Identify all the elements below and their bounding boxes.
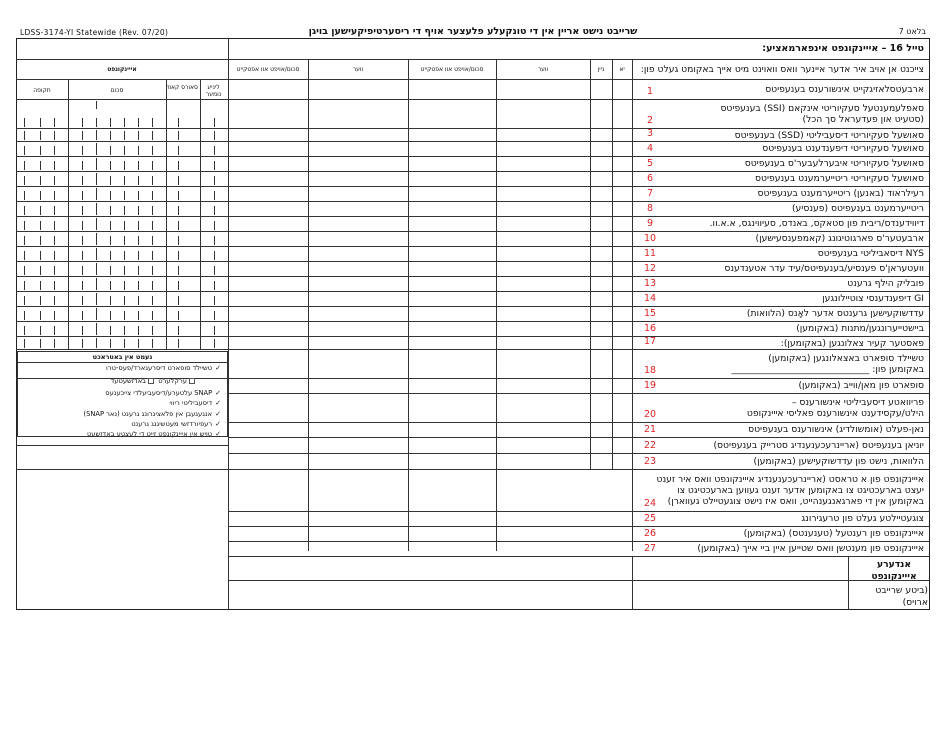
col-who-header: ווער: [537, 66, 549, 73]
amount-field[interactable]: [408, 216, 496, 231]
who-field[interactable]: [496, 469, 590, 511]
check-icon: ✓: [215, 389, 221, 397]
who2-field[interactable]: [308, 437, 408, 453]
no-cell[interactable]: [590, 186, 612, 201]
check-icon: ✓: [215, 430, 221, 438]
amount2-field[interactable]: [228, 141, 308, 156]
amount2-field[interactable]: [228, 261, 308, 276]
amount-field[interactable]: [408, 99, 496, 128]
no-cell[interactable]: [590, 128, 612, 141]
check-icon: ✓: [215, 364, 221, 372]
amount-field[interactable]: [408, 422, 496, 437]
row-label: (סטעיט און פעדעראל סך הכל): [802, 113, 924, 125]
no-cell[interactable]: [590, 336, 612, 349]
who-field[interactable]: [496, 378, 590, 393]
amount-field[interactable]: [408, 306, 496, 321]
amount-field[interactable]: [408, 321, 496, 336]
row-label: צוגעטיילטע געלט פון טרעגירונג: [801, 513, 924, 524]
row-label: סאושעל סעקיוריטי דיסעביליטי (SSD) בענעפיטס: [734, 130, 924, 141]
no-cell[interactable]: [590, 422, 612, 437]
row-number: 11: [643, 248, 657, 259]
no-cell[interactable]: [590, 393, 612, 422]
who2-field[interactable]: [308, 378, 408, 393]
amount2-field[interactable]: [228, 128, 308, 141]
amount-field[interactable]: [408, 128, 496, 141]
amount2-field[interactable]: [228, 336, 308, 349]
amount2-field[interactable]: [228, 422, 308, 437]
who2-field[interactable]: [308, 99, 408, 128]
no-cell[interactable]: [590, 79, 612, 99]
amount2-field[interactable]: [228, 453, 308, 469]
row-label: ביישטייערונגען/מתנות (באקומען): [796, 323, 924, 334]
who-field[interactable]: [496, 186, 590, 201]
amount2-field[interactable]: [228, 393, 308, 422]
yes-cell[interactable]: [612, 141, 632, 156]
amount2-field[interactable]: [228, 511, 308, 526]
who-field[interactable]: [496, 171, 590, 186]
row-label: אייינקונפט פון רענטעל (טענענטס) (באקומען): [743, 528, 924, 539]
yes-cell[interactable]: [612, 276, 632, 291]
amount2-field[interactable]: [228, 276, 308, 291]
row-number: 22: [643, 440, 657, 451]
yes-cell[interactable]: [612, 321, 632, 336]
no-cell[interactable]: [590, 349, 612, 378]
amount2-field[interactable]: [228, 306, 308, 321]
legend-item[interactable]: ✓טויש אין אייינקונפט זייט די לעצטע באדזשעט: [86, 430, 221, 438]
who-field[interactable]: [496, 261, 590, 276]
row-number: 26: [643, 528, 657, 539]
who2-field[interactable]: [308, 453, 408, 469]
intro-label: צייכנט אן אויב איר אדער איינער וואס וואוינט מיט אייך באקומט געלט פון:: [640, 64, 924, 75]
col-who2-header: ווער: [352, 66, 364, 73]
row-number: 27: [643, 543, 657, 554]
who2-field[interactable]: [308, 306, 408, 321]
row-label: וועטעראן'ס פענסיע/בענעפיטס/עיד עדר אטענדענס: [724, 263, 924, 274]
who-field[interactable]: [496, 453, 590, 469]
row-label: הילט/עקסידענט אינשורענס פאליסי אייינקופט: [746, 407, 924, 419]
who-field[interactable]: [496, 291, 590, 306]
no-cell[interactable]: [590, 469, 612, 511]
no-cell[interactable]: [590, 216, 612, 231]
check-icon: ✓: [215, 399, 221, 407]
who2-field[interactable]: [308, 171, 408, 186]
row-label: רעילראוד (באנען) ריטייערמענט בענעפיטס: [757, 188, 924, 199]
legend-item[interactable]: ✓דיסעביליטי ריווי: [169, 399, 221, 407]
who2-field[interactable]: [308, 276, 408, 291]
amount2-field[interactable]: [228, 541, 308, 556]
amount2-field[interactable]: [228, 378, 308, 393]
row-number: 1: [646, 86, 654, 97]
section-title: טייל 16 – אייינקונפט אינפארמאציע:: [762, 43, 924, 54]
amount2-field[interactable]: [228, 231, 308, 246]
who2-field[interactable]: [308, 156, 408, 171]
row-label: סופארט פון מאן/ווייב (באקומען): [798, 380, 924, 391]
no-cell[interactable]: [590, 541, 612, 556]
amount2-field[interactable]: [228, 79, 308, 99]
no-cell[interactable]: [590, 99, 612, 128]
who-field[interactable]: [496, 526, 590, 541]
who-field[interactable]: [496, 79, 590, 99]
row-label: טשיילד סופארט באצאלונגען (באקומען): [768, 352, 924, 364]
amount-field[interactable]: [408, 246, 496, 261]
col-amount2-header: סכום/אויפט אוו אפטקייט: [236, 66, 300, 73]
who-field[interactable]: [496, 437, 590, 453]
agency-col-period: תקופה: [33, 87, 51, 94]
who2-field[interactable]: [308, 246, 408, 261]
who-field[interactable]: [496, 276, 590, 291]
agency-col-line: ליניע נומער: [205, 84, 222, 98]
agency-header: אייינקונפט: [107, 66, 137, 73]
who2-field[interactable]: [308, 469, 408, 511]
who2-field[interactable]: [308, 186, 408, 201]
yes-cell[interactable]: [612, 336, 632, 349]
amount-field[interactable]: [408, 393, 496, 422]
yes-cell[interactable]: [612, 422, 632, 437]
amount-field[interactable]: [408, 261, 496, 276]
yes-cell[interactable]: [612, 171, 632, 186]
legend-box: [17, 351, 228, 437]
yes-cell[interactable]: [612, 246, 632, 261]
row-label: עדדשוקעישען גרענטס אדער לאָנס (הלוואות): [746, 308, 924, 319]
row-label: GI דיפענדענסי צוטיילונגען: [822, 293, 924, 304]
who2-field[interactable]: [308, 526, 408, 541]
row-label: יוניאן בענעפיטס (אריינרעכענענדיג סטרייק בענעפיטס): [713, 439, 924, 451]
agency-col-amount: סכום: [110, 87, 124, 94]
row-label: סאושעל סעקיוריטי ריטייערמענט בענעפיטס: [755, 173, 924, 184]
who-field[interactable]: [496, 349, 590, 378]
yes-cell[interactable]: [612, 349, 632, 378]
amount2-field[interactable]: [228, 526, 308, 541]
yes-cell[interactable]: [612, 231, 632, 246]
yes-cell[interactable]: [612, 541, 632, 556]
other-income-note: (ביטע שרייבט ארויס): [875, 585, 928, 608]
row-number: 4: [646, 143, 654, 154]
who2-field[interactable]: [308, 336, 408, 349]
row-number: 13: [643, 278, 657, 289]
amount-field[interactable]: [408, 186, 496, 201]
amount-field[interactable]: [408, 276, 496, 291]
amount-field[interactable]: [408, 171, 496, 186]
who2-field[interactable]: [308, 422, 408, 437]
who2-field[interactable]: [308, 349, 408, 378]
amount2-field[interactable]: [228, 469, 308, 511]
row-number: 15: [643, 308, 657, 319]
amount2-field[interactable]: [228, 246, 308, 261]
yes-cell[interactable]: [612, 216, 632, 231]
yes-cell[interactable]: [612, 469, 632, 511]
who2-field[interactable]: [308, 231, 408, 246]
who-field[interactable]: [496, 306, 590, 321]
row-number: 25: [643, 513, 657, 524]
who-field[interactable]: [496, 141, 590, 156]
no-cell[interactable]: [590, 276, 612, 291]
who2-field[interactable]: [308, 128, 408, 141]
amount-field[interactable]: [408, 141, 496, 156]
amount-field[interactable]: [408, 156, 496, 171]
amount-field[interactable]: [408, 231, 496, 246]
no-cell[interactable]: [590, 231, 612, 246]
amount-field[interactable]: [408, 437, 496, 453]
row-label: אייינקונפט פון א טראסט (אריינרעכענענדיג אייינקונפט וואס איר זענט: [656, 473, 924, 485]
who-field[interactable]: [496, 201, 590, 216]
no-cell[interactable]: [590, 261, 612, 276]
who-field[interactable]: [496, 99, 590, 128]
who-field[interactable]: [496, 246, 590, 261]
row-label: פובליק הילף גרענט: [847, 278, 924, 289]
checkbox-icon: [148, 378, 154, 384]
row-label: דיווידענדס/ריבית פון סטאקס, באנדס, סעיווינגס, א.א.וו.: [709, 218, 924, 229]
row-number: 7: [646, 188, 654, 199]
amount2-field[interactable]: [228, 186, 308, 201]
no-cell[interactable]: [590, 246, 612, 261]
amount-field[interactable]: [408, 511, 496, 526]
yes-cell[interactable]: [612, 99, 632, 128]
amount-field[interactable]: [408, 291, 496, 306]
row-label: ארבעטסלאזיגקייט אינשורענס בענעפיטס: [765, 83, 924, 95]
row-label: סאפלעמענטעל סעקיוריטי אינקאם (SSI) בענעפיטס: [720, 102, 924, 114]
other-income-label: אנדערע אייינקונפט: [871, 559, 917, 582]
amount2-field[interactable]: [228, 321, 308, 336]
amount-field[interactable]: [408, 79, 496, 99]
no-cell[interactable]: [590, 156, 612, 171]
legend-item[interactable]: ✓אנגעגעבן אין פלאציגרונג גרענט (נאר SNAP): [83, 410, 221, 418]
amount2-field[interactable]: [228, 291, 308, 306]
yes-cell[interactable]: [612, 156, 632, 171]
yes-cell[interactable]: [612, 201, 632, 216]
no-cell[interactable]: [590, 201, 612, 216]
no-cell[interactable]: [590, 306, 612, 321]
amount-field[interactable]: [408, 201, 496, 216]
amount2-field[interactable]: [228, 171, 308, 186]
row-number: 19: [643, 380, 657, 391]
page-number: בלאט 7: [898, 27, 926, 36]
row-label: סאושעל סעקיוריטי איבערלעבער'ס בענעפיטס: [744, 158, 924, 169]
amount2-field[interactable]: [228, 99, 308, 128]
yes-cell[interactable]: [612, 291, 632, 306]
row-number: 23: [643, 456, 657, 467]
row-label: ארבעטער'ס פארגוטיגונג (קאמפענסעישען): [755, 233, 924, 244]
who2-field[interactable]: [308, 321, 408, 336]
who-field[interactable]: [496, 321, 590, 336]
row-number: 5: [646, 158, 654, 169]
check-icon: ✓: [215, 420, 221, 428]
who2-field[interactable]: [308, 393, 408, 422]
yes-cell[interactable]: [612, 453, 632, 469]
amount-field[interactable]: [408, 453, 496, 469]
row-number: 3: [646, 128, 654, 139]
amount-field[interactable]: [408, 526, 496, 541]
row-number: 14: [643, 293, 657, 304]
who-field[interactable]: [496, 422, 590, 437]
amount-field[interactable]: [408, 469, 496, 511]
yes-cell[interactable]: [612, 437, 632, 453]
col-no-header: ניין: [597, 66, 605, 73]
who2-field[interactable]: [308, 291, 408, 306]
amount2-field[interactable]: [228, 201, 308, 216]
row-number: 8: [646, 203, 654, 214]
row-number: 2: [646, 115, 654, 126]
row-label: פאסטער קעיר צאלונגען (באקומען):: [780, 338, 924, 349]
who2-field[interactable]: [308, 79, 408, 99]
yes-cell[interactable]: [612, 261, 632, 276]
who-field[interactable]: [496, 231, 590, 246]
who-field[interactable]: [496, 336, 590, 349]
no-cell[interactable]: [590, 437, 612, 453]
who2-field[interactable]: [308, 201, 408, 216]
amount-field[interactable]: [408, 541, 496, 556]
row-label: יעצט בארעכטיגט צו באקומען אדער זענט געווען בארעכטיגט צו: [677, 484, 924, 496]
row-label: אייינקונפט פון מענטשן וואס שטייען איין ביי אייך (באקומען): [697, 543, 924, 554]
page-title: שרייבט נישט אריין אין די טונקעלע פלעצער אויף די ריסערטיפיקעישען בויגן: [308, 26, 638, 37]
row-label: באקומען אין די פארגאנגענהייט, וואס איז נישט צוגעטיילט געווארן): [667, 495, 924, 507]
row-number: 21: [643, 424, 657, 435]
row-number: 16: [643, 323, 657, 334]
row-label: באקומען פון: ______________________________: [731, 363, 924, 375]
amount-field[interactable]: [408, 349, 496, 378]
checkbox-icon: [189, 378, 195, 384]
yes-cell[interactable]: [612, 128, 632, 141]
no-cell[interactable]: [590, 511, 612, 526]
legend-item[interactable]: ✓טשיילד סופארט דיסרעגארד/פעס-טרו: [106, 364, 221, 372]
who2-field[interactable]: [308, 141, 408, 156]
row-number: 17: [643, 336, 657, 347]
legend-item[interactable]: ✓SNAP עלטערע/דיסעביעלדי צייכענעס: [105, 389, 221, 397]
who-field[interactable]: [496, 156, 590, 171]
amount2-field[interactable]: [228, 216, 308, 231]
agency-col-source: סאורס קאוד: [166, 84, 198, 91]
amount-field[interactable]: [408, 336, 496, 349]
row-number: 20: [643, 409, 657, 420]
no-cell[interactable]: [590, 321, 612, 336]
check-icon: ✓: [215, 410, 221, 418]
legend-item[interactable]: ✓רעפיורדזשי מעטשיגנג גרענט: [131, 420, 221, 428]
no-cell[interactable]: [590, 171, 612, 186]
row-number: 18: [643, 365, 657, 376]
row-label: ריטייערמענט בענעפיטס (פענסיע): [791, 203, 924, 214]
legend-item[interactable]: ערקלערט באדזשעטעד: [111, 377, 197, 385]
no-cell[interactable]: [590, 526, 612, 541]
who-field[interactable]: [496, 393, 590, 422]
yes-cell[interactable]: [612, 526, 632, 541]
who2-field[interactable]: [308, 216, 408, 231]
yes-cell[interactable]: [612, 79, 632, 99]
row-label: פריוואטע דיסעביליטי אינשורענס –: [791, 396, 924, 408]
amount2-field[interactable]: [228, 156, 308, 171]
no-cell[interactable]: [590, 141, 612, 156]
row-number: 9: [646, 218, 654, 229]
row-label: NYS דיסאביליטי בענעפיטס: [817, 248, 924, 259]
who2-field[interactable]: [308, 511, 408, 526]
yes-cell[interactable]: [612, 186, 632, 201]
col-amount-header: סכום/אויפט אוו אפטקייט: [420, 66, 484, 73]
no-cell[interactable]: [590, 291, 612, 306]
row-label: הלוואות, נישט פון עדדשוקעישען (באקומען): [753, 455, 924, 467]
who-field[interactable]: [496, 541, 590, 556]
legend-title: נעמט אין באטראכט: [18, 352, 227, 363]
amount-field[interactable]: [408, 378, 496, 393]
row-number: 6: [646, 173, 654, 184]
who2-field[interactable]: [308, 541, 408, 556]
col-yes-header: יא: [619, 66, 625, 73]
who-field[interactable]: [496, 216, 590, 231]
who-field[interactable]: [496, 128, 590, 141]
who-field[interactable]: [496, 511, 590, 526]
amount2-field[interactable]: [228, 349, 308, 378]
yes-cell[interactable]: [612, 393, 632, 422]
row-label: נאן-פעלט (אומשולדיג) אינשורענס בענעפיטס: [748, 424, 924, 435]
no-cell[interactable]: [590, 378, 612, 393]
yes-cell[interactable]: [612, 306, 632, 321]
row-number: 12: [643, 263, 657, 274]
yes-cell[interactable]: [612, 511, 632, 526]
row-label: סאושעל סעקיוריטי דיפענדענט בענעפיטס: [762, 143, 924, 154]
no-cell[interactable]: [590, 453, 612, 469]
row-number: 10: [643, 233, 657, 244]
row-number: 24: [643, 498, 657, 509]
who2-field[interactable]: [308, 261, 408, 276]
amount2-field[interactable]: [228, 437, 308, 453]
form-id: LDSS-3174-YI Statewide (Rev. 07/20): [20, 28, 169, 37]
yes-cell[interactable]: [612, 378, 632, 393]
